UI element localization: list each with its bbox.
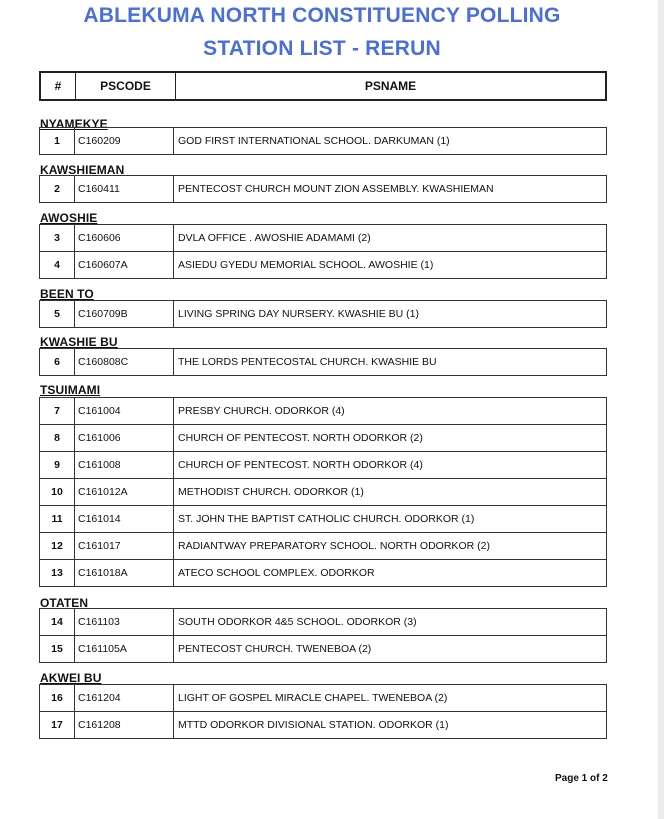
table-row	[40, 251, 606, 278]
header-pscode: PSCODE	[76, 73, 176, 99]
table-row	[40, 225, 606, 251]
row-num: 12	[40, 533, 75, 559]
group-table	[39, 224, 607, 279]
row-psname: CHURCH OF PENTECOST. NORTH ODORKOR (2)	[178, 432, 423, 444]
group-label: KWASHIE BU	[40, 335, 118, 349]
row-pscode: C161017	[75, 533, 174, 559]
table-header	[39, 71, 607, 101]
table-row	[40, 424, 606, 451]
table-row	[40, 478, 606, 505]
row-psname: GOD FIRST INTERNATIONAL SCHOOL. DARKUMAN (1)	[178, 135, 450, 147]
table-row	[40, 505, 606, 532]
row-pscode: C160606	[75, 225, 174, 251]
group-label: OTATEN	[40, 596, 89, 610]
group-label: NYAMEKYE	[40, 117, 108, 131]
group-table	[39, 300, 607, 328]
page-title: ABLEKUMA NORTH CONSTITUENCY POLLING	[83, 4, 561, 27]
row-psname: METHODIST CHURCH. ODORKOR (1)	[178, 486, 364, 498]
row-pscode: C161012A	[75, 479, 174, 505]
row-num: 17	[40, 712, 75, 738]
table-row	[40, 398, 606, 424]
row-pscode: C161004	[75, 398, 174, 424]
header-num: #	[41, 73, 76, 99]
row-psname: RADIANTWAY PREPARATORY SCHOOL. NORTH ODORKOR (2)	[178, 540, 490, 552]
row-pscode: C160607A	[75, 252, 174, 278]
row-num: 4	[40, 252, 75, 278]
table-row	[40, 685, 606, 711]
group-table	[39, 175, 607, 203]
page-edge	[658, 0, 664, 819]
row-num: 10	[40, 479, 75, 505]
row-pscode: C161105A	[75, 636, 174, 662]
table-row	[40, 128, 606, 154]
table-row	[40, 532, 606, 559]
row-pscode: C161103	[75, 609, 174, 635]
table-row	[40, 635, 606, 662]
row-pscode: C161006	[75, 425, 174, 451]
row-pscode: C161208	[75, 712, 174, 738]
row-num: 5	[40, 301, 75, 327]
row-pscode: C160709B	[75, 301, 174, 327]
row-psname: DVLA OFFICE . AWOSHIE ADAMAMI (2)	[178, 232, 371, 244]
row-num: 9	[40, 452, 75, 478]
row-pscode: C161008	[75, 452, 174, 478]
row-num: 8	[40, 425, 75, 451]
group-label: AWOSHIE	[40, 211, 98, 225]
row-pscode: C160808C	[75, 349, 174, 375]
row-num: 14	[40, 609, 75, 635]
row-num: 7	[40, 398, 75, 424]
row-psname: THE LORDS PENTECOSTAL CHURCH. KWASHIE BU	[178, 356, 437, 368]
row-pscode: C160411	[75, 176, 174, 202]
row-psname: ASIEDU GYEDU MEMORIAL SCHOOL. AWOSHIE (1)	[178, 259, 434, 271]
row-num: 1	[40, 128, 75, 154]
group-table	[39, 684, 607, 739]
row-num: 15	[40, 636, 75, 662]
row-psname: PENTECOST CHURCH MOUNT ZION ASSEMBLY. KWASHIEMAN	[178, 183, 494, 195]
row-num: 6	[40, 349, 75, 375]
page-subtitle: STATION LIST - RERUN	[203, 37, 441, 60]
row-num: 2	[40, 176, 75, 202]
header-psname: PSNAME	[364, 79, 417, 93]
row-num: 11	[40, 506, 75, 532]
row-psname: LIGHT OF GOSPEL MIRACLE CHAPEL. TWENEBOA (2)	[178, 692, 448, 704]
row-num: 13	[40, 560, 75, 586]
row-psname: PENTECOST CHURCH. TWENEBOA (2)	[178, 643, 372, 655]
row-psname: CHURCH OF PENTECOST. NORTH ODORKOR (4)	[178, 459, 423, 471]
group-table	[39, 608, 607, 663]
group-label: BEEN TO	[40, 287, 94, 301]
row-psname: MTTD ODORKOR DIVISIONAL STATION. ODORKOR (1)	[178, 719, 449, 731]
group-table	[39, 348, 607, 376]
row-num: 3	[40, 225, 75, 251]
table-row	[40, 176, 606, 202]
row-pscode: C161014	[75, 506, 174, 532]
row-psname: ST. JOHN THE BAPTIST CATHOLIC CHURCH. ODORKOR (1)	[178, 513, 475, 525]
group-table	[39, 127, 607, 155]
table-row	[40, 609, 606, 635]
table-row	[40, 559, 606, 586]
row-psname: SOUTH ODORKOR 4&5 SCHOOL. ODORKOR (3)	[178, 616, 417, 628]
table-row	[40, 711, 606, 738]
group-label: KAWSHIEMAN	[40, 163, 125, 177]
table-row	[40, 301, 606, 327]
group-table	[39, 397, 607, 587]
row-psname: LIVING SPRING DAY NURSERY. KWASHIE BU (1)	[178, 308, 419, 320]
row-pscode: C161018A	[75, 560, 174, 586]
group-label: AKWEI BU	[40, 671, 102, 685]
table-row	[40, 451, 606, 478]
table-row	[40, 349, 606, 375]
row-pscode: C160209	[75, 128, 174, 154]
page-number: Page 1 of 2	[555, 773, 608, 784]
row-psname: ATECO SCHOOL COMPLEX. ODORKOR	[178, 567, 375, 579]
group-label: TSUIMAMI	[40, 383, 101, 397]
row-num: 16	[40, 685, 75, 711]
row-psname: PRESBY CHURCH. ODORKOR (4)	[178, 405, 345, 417]
row-pscode: C161204	[75, 685, 174, 711]
